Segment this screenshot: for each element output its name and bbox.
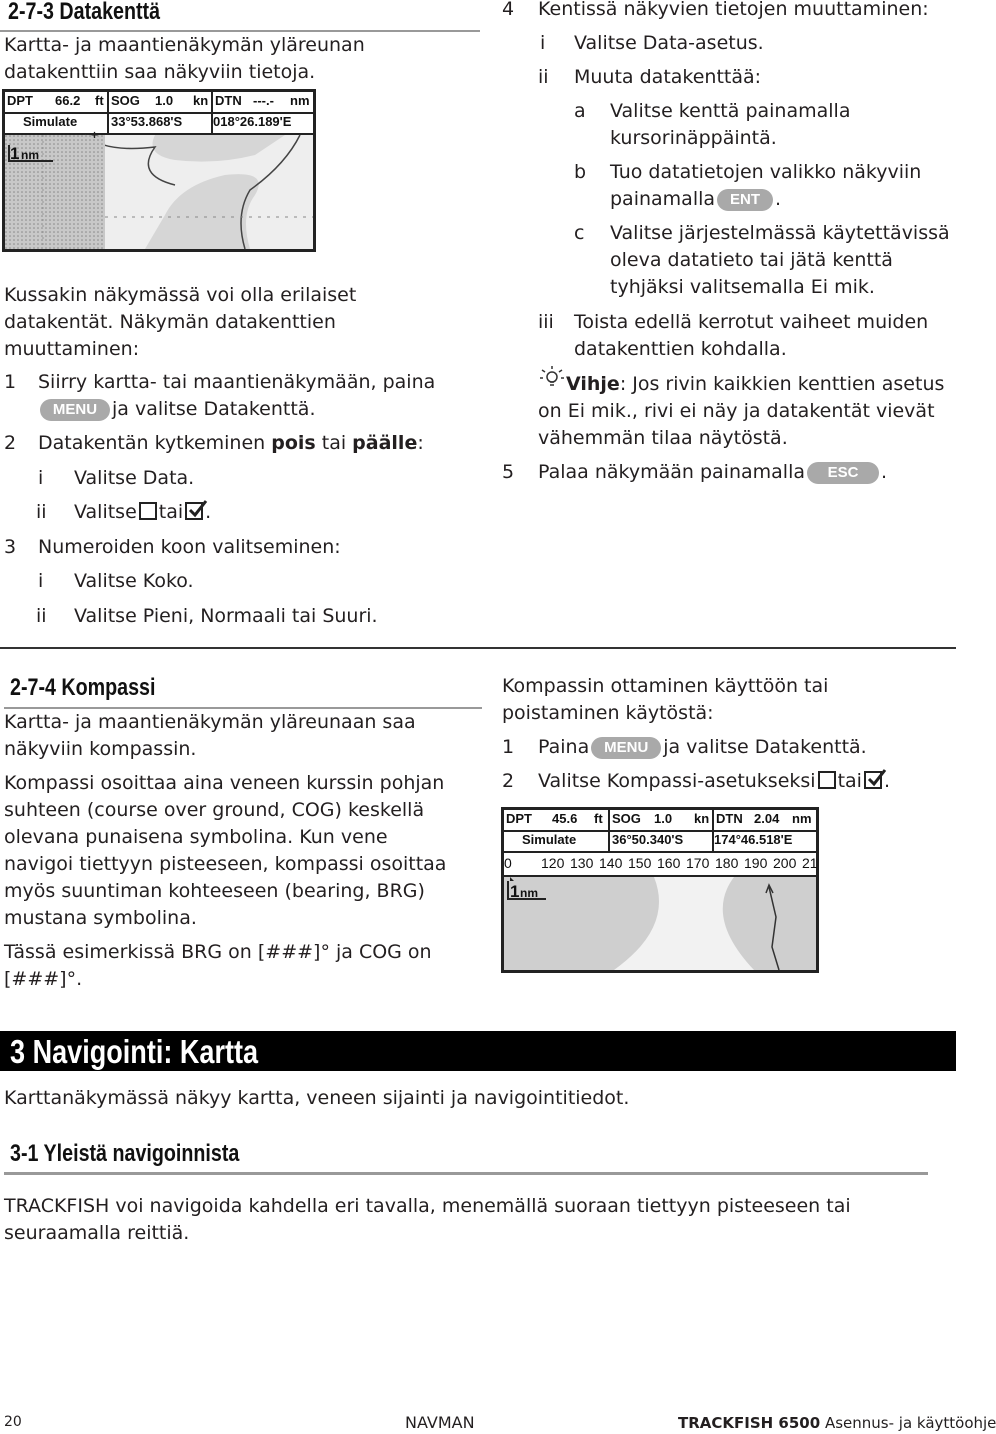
- substep-text: Valitse Data.: [74, 467, 195, 489]
- section-divider: [0, 647, 956, 649]
- step-number: 1: [4, 371, 17, 393]
- brand-name: NAVMAN: [405, 1413, 475, 1432]
- step-text-part: Palaa näkymään painamalla: [538, 461, 806, 483]
- step-text: Kentissä näkyvien tietojen muuttaminen:: [538, 0, 929, 20]
- scale-unit: nm: [21, 148, 39, 162]
- step-text-part: Datakentän kytkeminen: [38, 432, 272, 454]
- tip-label: Vihje: [566, 373, 620, 395]
- paragraph-line: olevana punaisena symbolina. Kun vene: [4, 826, 388, 848]
- step-text-part: tai: [315, 432, 353, 454]
- paragraph-line: poistaminen käytöstä:: [502, 702, 714, 724]
- mode-label: Simulate: [522, 832, 577, 847]
- checkbox-empty-icon: [139, 502, 157, 520]
- step-text-part: :: [417, 432, 424, 454]
- tip-text: on Ei mik., rivi ei näy ja datakentät vievät: [538, 400, 935, 422]
- heading-rule: [4, 1172, 928, 1175]
- step-number: 2: [4, 432, 17, 454]
- page-number: 20: [4, 1414, 22, 1430]
- paragraph-line: Kompassi osoittaa aina veneen kurssin pohjan: [4, 772, 445, 794]
- data-row-position: [504, 831, 816, 853]
- step-text: [38, 430, 424, 457]
- paragraph-line: Kussakin näkymässä voi olla erilaiset: [4, 284, 357, 306]
- substep-text: Muuta datakenttää:: [574, 66, 762, 88]
- compass-tick-label: 21: [802, 855, 818, 871]
- checkbox-checked-icon: [864, 771, 882, 789]
- dpt-label: DPT: [506, 811, 532, 826]
- tip-text: vähemmän tilaa näytöstä.: [538, 427, 788, 449]
- step-text-part: Valitse Kompassi-asetukseksi: [538, 770, 816, 792]
- substep-text-part: .: [205, 501, 212, 523]
- dpt-value: 45.6: [552, 811, 578, 826]
- compass-tick-label: 140: [599, 855, 623, 871]
- intro-line: Kartta- ja maantienäkymän yläreunan: [4, 34, 365, 56]
- compass-tick-label: 200: [773, 855, 797, 871]
- substep-text: Valitse järjestelmässä käytettävissä: [610, 222, 950, 244]
- substep-text-part: tai: [158, 501, 184, 523]
- latitude: 33°53.868'S: [111, 114, 183, 129]
- substep-number: i: [38, 467, 44, 489]
- intro-line: datakenttiin saa näkyviin tietoja.: [4, 61, 316, 83]
- paragraph-line: mustana symbolina.: [4, 907, 197, 929]
- section-heading-datakentta: 2-7-3 Datakenttä: [8, 0, 161, 25]
- dpt-label: DPT: [7, 93, 33, 108]
- chapter-banner: [0, 1031, 956, 1071]
- compass-tick-label: 130: [570, 855, 594, 871]
- substep-letter: b: [574, 161, 587, 183]
- substep-text-part: .: [775, 188, 782, 210]
- substep-number: ii: [36, 501, 47, 523]
- dtn-unit: nm: [290, 93, 310, 108]
- step-text: [538, 459, 887, 486]
- substep-text: Toista edellä kerrotut vaiheet muiden: [574, 311, 929, 333]
- sog-unit: kn: [694, 811, 710, 826]
- step-emphasis-off: pois: [271, 432, 316, 454]
- compass-tick-label: 120: [541, 855, 565, 871]
- lightbulb-icon: [538, 364, 566, 392]
- compass-tick-label: 170: [686, 855, 710, 871]
- paragraph-line: seuraamalla reittiä.: [4, 1222, 190, 1244]
- substep-text: Valitse kenttä painamalla: [610, 100, 851, 122]
- sog-label: SOG: [111, 93, 140, 108]
- substep-number: iii: [538, 311, 554, 333]
- paragraph-line: Tässä esimerkissä BRG on [###]° ja COG on: [4, 941, 432, 963]
- menu-button-icon: MENU: [40, 399, 110, 421]
- step-number: 2: [502, 770, 515, 792]
- kompassi-screenshot: [501, 807, 819, 973]
- longitude: 018°26.189'E: [213, 114, 292, 129]
- esc-button-icon: ESC: [807, 462, 879, 484]
- dtn-unit: nm: [792, 811, 812, 826]
- dtn-label: DTN: [716, 811, 743, 826]
- paragraph-line: TRACKFISH voi navigoida kahdella eri tavalla, menemällä suoraan tiettyyn pisteeseen tai: [4, 1195, 851, 1217]
- tip-text: [566, 371, 944, 398]
- paragraph-line: myös suuntiman kohteeseen (bearing, BRG): [4, 880, 425, 902]
- substep-text: [74, 499, 211, 526]
- step-text-part: .: [883, 770, 890, 792]
- substep-number: i: [540, 32, 546, 54]
- sog-value: 1.0: [654, 811, 673, 826]
- substep-letter: a: [574, 100, 586, 122]
- product-name: TRACKFISH 6500: [678, 1414, 821, 1432]
- substep-text: Valitse Koko.: [74, 570, 194, 592]
- latitude: 36°50.340'S: [612, 832, 684, 847]
- compass-tick-label: 160: [657, 855, 681, 871]
- dpt-unit: ft: [594, 811, 603, 826]
- dtn-value: 2.04: [754, 811, 780, 826]
- substep-text: oleva datatieto tai jätä kenttä: [610, 249, 893, 271]
- step-text-part: ja valitse Datakenttä.: [663, 736, 867, 758]
- step-text: Siirry kartta- tai maantienäkymään, paina: [38, 371, 436, 393]
- substep-text: datakenttien kohdalla.: [574, 338, 787, 360]
- tip-text-part: : Jos rivin kaikkien kenttien asetus: [619, 373, 945, 395]
- compass-tick-label: 0: [504, 855, 512, 871]
- paragraph-line: Karttanäkymässä näkyy kartta, veneen sijainti ja navigointitiedot.: [4, 1087, 630, 1109]
- dtn-value: ---.-: [253, 93, 274, 108]
- paragraph-line: datakentät. Näkymän datakenttien: [4, 311, 336, 333]
- datakentta-screenshot: [2, 89, 316, 252]
- dpt-value: 66.2: [55, 93, 81, 108]
- step-text-part: Paina: [538, 736, 590, 758]
- step-text-part: .: [881, 461, 888, 483]
- step-text: [38, 396, 316, 423]
- substep-number: ii: [36, 605, 47, 627]
- dtn-label: DTN: [215, 93, 242, 108]
- substep-text: Valitse Data-asetus.: [574, 32, 764, 54]
- footer-product: [678, 1414, 996, 1432]
- step-number: 5: [502, 461, 515, 483]
- compass-strip: [504, 853, 816, 877]
- checkbox-empty-icon: [818, 771, 836, 789]
- compass-map: [504, 877, 816, 970]
- sog-value: 1.0: [155, 93, 174, 108]
- longitude: 174°46.518'E: [714, 832, 793, 847]
- substep-text: kursorinäppäintä.: [610, 127, 777, 149]
- substep-letter: c: [574, 222, 585, 244]
- step-text: [538, 768, 890, 795]
- step-number: 3: [4, 536, 17, 558]
- step-text: [538, 734, 867, 761]
- step-emphasis-on: päälle: [352, 432, 418, 454]
- step-number: 4: [502, 0, 515, 20]
- section-heading-yleista: 3-1 Yleistä navigoinnista: [10, 1140, 240, 1167]
- sog-unit: kn: [193, 93, 209, 108]
- paragraph-line: suhteen (course over ground, COG) keskellä: [4, 799, 425, 821]
- substep-text: [610, 186, 781, 213]
- compass-tick-label: 180: [715, 855, 739, 871]
- compass-tick-label: 190: [744, 855, 768, 871]
- step-text-cont: ja valitse Datakenttä.: [112, 398, 316, 420]
- step-text: Numeroiden koon valitseminen:: [38, 536, 341, 558]
- paragraph-line: Kompassin ottaminen käyttöön tai: [502, 675, 829, 697]
- substep-text-part: painamalla: [610, 188, 716, 210]
- paragraph-line: navigoi tiettyyn pisteeseen, kompassi osoittaa: [4, 853, 447, 875]
- paragraph-line: näkyviin kompassin.: [4, 738, 197, 760]
- manual-title: Asennus- ja käyttöohje: [820, 1414, 996, 1432]
- substep-number: ii: [538, 66, 549, 88]
- substep-text: tyhjäksi valitsemalla Ei mik.: [610, 276, 875, 298]
- mode-label: Simulate: [23, 114, 78, 129]
- paragraph-line: Kartta- ja maantienäkymän yläreunaan saa: [4, 711, 416, 733]
- sog-label: SOG: [612, 811, 641, 826]
- dpt-unit: ft: [95, 93, 104, 108]
- paragraph-line: muuttaminen:: [4, 338, 140, 360]
- compass-tick-label: 150: [628, 855, 652, 871]
- data-row-position: [5, 113, 313, 135]
- menu-button-icon: MENU: [591, 737, 661, 759]
- substep-text: Tuo datatietojen valikko näkyviin: [610, 161, 922, 183]
- substep-text-part: Valitse: [74, 501, 137, 523]
- data-row-top: [504, 810, 816, 832]
- ent-button-icon: ENT: [717, 189, 773, 211]
- paragraph-line: [###]°.: [4, 968, 83, 990]
- scale-unit: nm: [520, 886, 538, 900]
- substep-text: Valitse Pieni, Normaali tai Suuri.: [74, 605, 378, 627]
- checkbox-checked-icon: [185, 502, 203, 520]
- svg-text:+: +: [91, 128, 99, 142]
- step-text-part: tai: [837, 770, 862, 792]
- scale-number: 1: [10, 144, 20, 163]
- scale-number: 1: [510, 882, 520, 901]
- chapter-title: 3 Navigointi: Kartta: [10, 1033, 259, 1070]
- chart-map: [5, 128, 313, 249]
- substep-number: i: [38, 570, 44, 592]
- section-heading-kompassi: 2-7-4 Kompassi: [10, 674, 156, 701]
- step-number: 1: [502, 736, 515, 758]
- data-row-top: [5, 92, 313, 114]
